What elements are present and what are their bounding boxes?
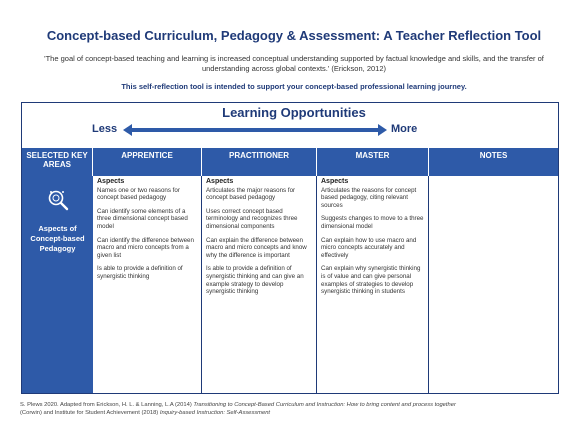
citation-footer <box>20 401 580 417</box>
key-area-label: Aspects of Concept-based Pedagogy <box>30 224 85 253</box>
list-item: Is able to provide a definition of synergistic thinking <box>97 265 183 280</box>
table-row <box>22 176 558 393</box>
apprentice-heading: Aspects <box>97 178 125 185</box>
key-area-cell <box>22 176 93 393</box>
list-item: Can identify the difference between macro and micro concepts from a given list <box>97 236 194 259</box>
list-item: Suggests changes to move to a three dimensional model <box>321 215 424 230</box>
list-item: Can explain why synergistic thinking is of value and can give personal examples of strategies to develop synergistic thinking in students <box>321 265 421 296</box>
list-item: Can explain the difference between macro and micro concepts and know why the difference is important <box>206 236 307 259</box>
header-apprentice: APPRENTICE <box>93 148 202 176</box>
citation-title: Inquiry-based Instruction: Self-Assessment <box>159 410 271 416</box>
citation-text: S. Plews 2020. Adapted from Erickson, H. L. & Lanning, L.A (2014) <box>20 402 194 408</box>
list-item: Uses correct concept based terminology and recognizes three dimensional components <box>206 207 298 230</box>
master-heading: Aspects <box>321 178 349 185</box>
page-title: Concept-based Curriculum, Pedagogy & Assessment: A Teacher Reflection Tool <box>46 28 542 43</box>
master-cell <box>317 176 429 393</box>
quote-text: 'The goal of concept-based teaching and learning is increased conceptual understanding supported by factual knowledge and skills, and the transfer of understanding across global contexts.' (Erickson, 2012) <box>44 54 544 73</box>
list-item: Articulates the major reasons for concept based pedagogy <box>206 186 296 202</box>
practitioner-heading: Aspects <box>206 178 234 185</box>
list-item: Articulates the reasons for concept based pedagogy, citing relevant sources <box>321 186 417 209</box>
notes-cell[interactable] <box>429 176 558 393</box>
magnifier-icon <box>46 188 70 212</box>
apprentice-cell <box>93 176 202 393</box>
list-item: Names one or two reasons for concept based pedagogy <box>97 186 180 202</box>
practitioner-cell <box>202 176 317 393</box>
list-item: Can explain how to use macro and micro concepts accurately and effectively <box>321 236 417 259</box>
header-notes: NOTES <box>479 151 508 160</box>
citation-text: (Corwin) and Institute for Student Achievement (2018) <box>20 410 160 416</box>
list-item: Is able to provide a definition of synergistic thinking and can give an example strategy to develop synergistic thinking <box>206 265 304 296</box>
double-arrow-icon <box>123 124 387 136</box>
header-master: MASTER <box>317 148 429 176</box>
intro-text: This self-reflection tool is intended to support your concept-based professional learning journey. <box>121 82 467 91</box>
citation-title: Transitioning to Concept-Based Curriculum and Instruction: How to bring content and process together <box>193 402 456 408</box>
less-label: Less <box>92 123 118 135</box>
header-practitioner: PRACTITIONER <box>202 148 317 176</box>
header-selected-key-areas: SELECTED KEY AREAS <box>22 148 93 176</box>
more-label: More <box>391 123 418 135</box>
table-header-row <box>22 148 558 176</box>
list-item: Can identify some elements of a three dimensional concept based model <box>97 207 188 230</box>
learning-opportunities-title: Learning Opportunities <box>222 105 366 120</box>
